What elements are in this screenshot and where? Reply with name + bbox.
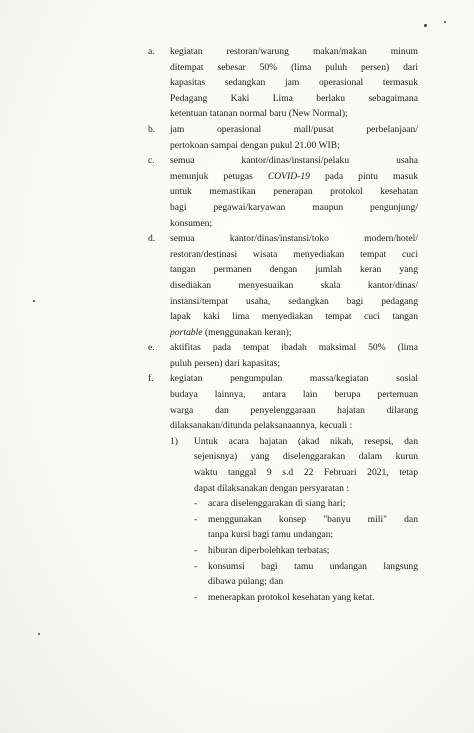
item-line: konsumen; (170, 217, 213, 229)
item-line: restoran/destinasi wisata menyediakan tempat cuci (170, 248, 418, 260)
item-line: instansi/tempat usaha, sedangkan bagi pedagang (170, 295, 418, 307)
item-line: semua kantor/dinas/instansi/toko modern/hotel/ (170, 233, 418, 245)
item-line: jam operasional mall/pusat perbelanjaan/ (170, 123, 418, 135)
item-line: kegiatan restoran/warung makan/makan minum (170, 46, 418, 57)
item-line: Pedagang Kaki Lima berlaku sebagaimana (170, 92, 418, 104)
item-line: tangan permanen dengan jumlah keran yang (170, 264, 418, 276)
item-marker: b. (148, 123, 156, 135)
sub-item-marker: 1) (170, 435, 178, 447)
covid-term: COVID-19 (267, 170, 310, 182)
requirement-line: hiburan diperbolehkan terbatas; (208, 545, 330, 556)
covid-line-prefix: menunjuk petugas (170, 170, 268, 182)
requirement-line: tanpa kursi bagi tamu undangan; (208, 529, 334, 541)
dash-bullet: - (194, 545, 198, 556)
list-item-c (148, 153, 418, 231)
list-item-a (148, 44, 418, 122)
item-line: kapasitas sedangkan jam operasional termasuk (170, 77, 418, 89)
item-marker: e. (148, 342, 155, 354)
dash-bullet: - (194, 513, 198, 525)
requirement-line: acara diselenggarakan di siang hari; (208, 498, 346, 510)
sub-item-line: Untuk acara hajatan (akad nikah, resepsi, dan (194, 435, 418, 447)
item-line: ketentuan tatanan normal baru (New Normal); (170, 108, 348, 120)
item-line: kegiatan pengumpulan massa/kegiatan sosial (170, 373, 418, 385)
item-marker: d. (148, 233, 156, 245)
requirement-item (194, 559, 418, 590)
list-item-e (148, 340, 418, 371)
requirement-item (194, 512, 418, 543)
scan-speck (38, 633, 40, 635)
item-marker: f. (148, 373, 154, 385)
item-line: ditempat sebesar 50% (lima puluh persen) dari (170, 61, 418, 73)
item-line: lapak kaki lima menyediakan tempat cuci tangan (170, 311, 418, 323)
requirement-line: dibawa pulang; dan (208, 576, 284, 588)
item-line-portable (170, 325, 418, 341)
portable-term: portable (170, 326, 203, 338)
list-item-f (148, 371, 418, 605)
requirement-item (194, 543, 418, 559)
scan-speck (444, 21, 446, 23)
sub-item-line: sejenisnya) yang diselenggarakan dalam kurun (194, 451, 418, 463)
dash-bullet: - (194, 498, 198, 510)
list-item-d (148, 231, 418, 340)
requirement-line: menggunakan konsep "banyu mili" dan (208, 513, 418, 525)
item-line: puluh persen) dari kapasitas; (170, 357, 281, 369)
item-line: pertokoan sampai dengan pukul 21.00 WIB; (170, 139, 340, 151)
sub-item-line: waktu tanggal 9 s.d 22 Februari 2021, tetap (194, 467, 418, 479)
sub-item-1 (170, 434, 418, 606)
requirements-list (194, 496, 418, 605)
requirement-item (194, 496, 418, 512)
requirement-line: menerapkan protokol kesehatan yang ketat. (208, 591, 375, 603)
item-line: semua kantor/dinas/instansi/pelaku usaha (170, 155, 418, 167)
item-line: untuk memastikan penerapan protokol kesehatan (170, 186, 418, 198)
dash-bullet: - (194, 591, 198, 603)
scan-speck (33, 300, 35, 302)
item-line: disediakan menyesuaikan skala kantor/dinas/ (170, 279, 418, 291)
covid-line-suffix: pada pintu masuk (309, 170, 418, 182)
item-line: budaya lainnya, antara lain berupa pertemuan (170, 389, 418, 401)
item-marker: a. (148, 46, 155, 57)
requirement-line: konsumsi bagi tamu undangan langsung (208, 560, 418, 572)
item-marker: c. (148, 155, 155, 167)
item-line: warga dan penyelenggaraan hajatan dilarang (170, 404, 418, 416)
item-line: dilaksanakan/ditunda pelaksanaannya, kecuali : (170, 420, 353, 432)
portable-line-suffix: (menggunakan keran); (202, 326, 292, 338)
item-line-covid (170, 169, 418, 185)
dash-bullet: - (194, 560, 198, 572)
sub-item-line: dapat dilaksanakan dengan persyaratan : (194, 482, 350, 494)
regulation-list (148, 44, 418, 605)
scan-speck (424, 24, 427, 27)
item-line: aktifitas pada tempat ibadah maksimal 50% (lima (170, 342, 418, 354)
list-item-b (148, 122, 418, 153)
requirement-item (194, 590, 418, 606)
item-line: bagi pegawai/karyawan maupun pengunjung/ (170, 201, 418, 213)
